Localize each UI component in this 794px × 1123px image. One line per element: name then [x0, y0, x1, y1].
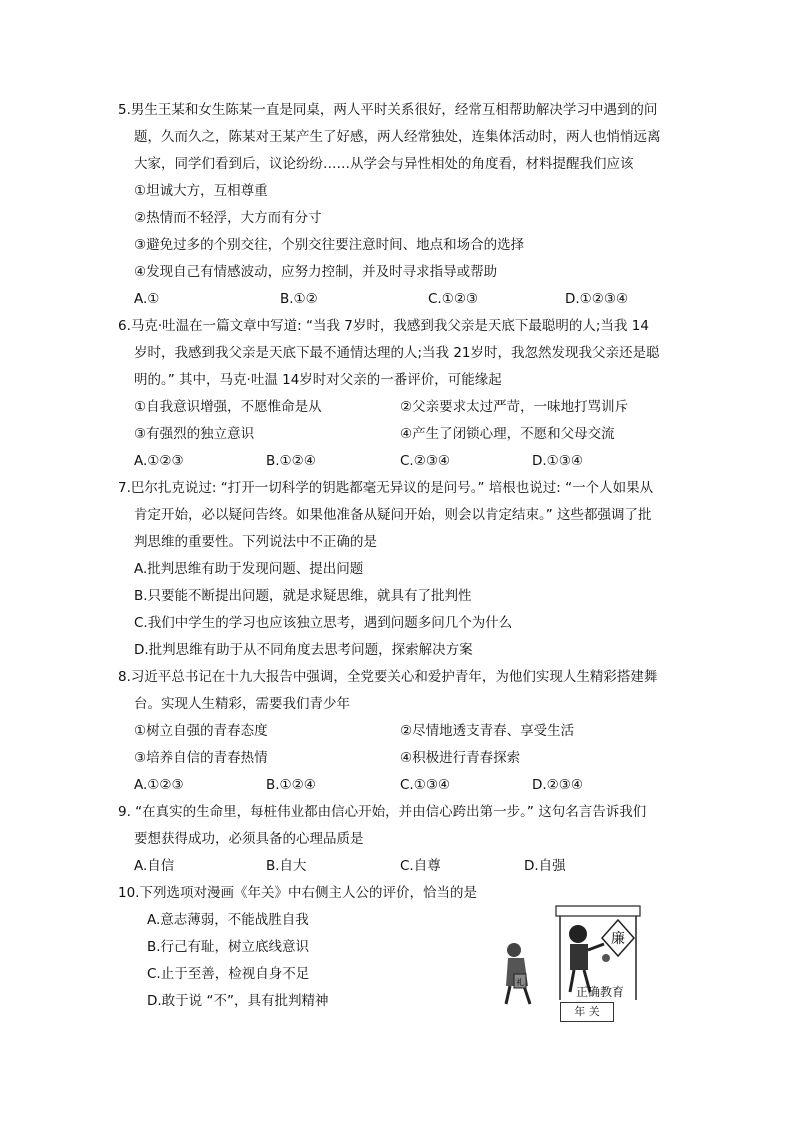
- q8-option-a: A.①②③: [134, 777, 184, 793]
- archway-plaque: [556, 906, 640, 916]
- q10-option-a: A.意志薄弱，不能战胜自我: [147, 912, 309, 928]
- q9-option-a: A.自信: [134, 858, 175, 874]
- q5-option-c: C.①②③: [428, 291, 479, 307]
- q9-stem-line-1: 9. “在真实的生命里，每桩伟业都由信心开始，并由信心跨出第一步。” 这句名言告诉我们: [118, 804, 647, 820]
- q5-stem-line-2: 题，久而久之，陈某对王某产生了好感，两人经常独处，连集体活动时，两人也悄悄远离: [134, 129, 661, 145]
- q5-item-1: ①坦诚大方，互相尊重: [134, 183, 268, 199]
- q5-stem-line-3: 大家，同学们看到后，议论纷纷……从学会与异性相处的角度看，材料提醒我们应该: [134, 156, 634, 172]
- q7-stem-line-3: 判思维的重要性。下列说法中不正确的是: [134, 534, 377, 550]
- q6-option-a: A.①②③: [134, 453, 184, 469]
- right-figure-head: [569, 925, 587, 943]
- q7-stem-line-1: 7.巴尔扎克说过: “打开一切科学的钥匙都毫无异议的是问号。” 培根也说过: “一个人如果从: [118, 480, 654, 496]
- left-figure-head: [507, 943, 521, 957]
- watermark-text: 正确教育: [575, 985, 625, 999]
- q5-item-2: ②热情而不轻浮，大方而有分寸: [134, 210, 322, 226]
- q5-option-a: A.①: [134, 291, 160, 307]
- q6-item-4: ④产生了闭锁心理，不愿和父母交流: [400, 426, 615, 442]
- q7-option-c: C.我们中学生的学习也应该独立思考，遇到问题多问几个为什么: [134, 615, 513, 631]
- q7-option-d: D.批判思维有助于从不同角度去思考问题，探索解决方案: [134, 642, 473, 658]
- q5-option-d: D.①②③④: [565, 291, 629, 307]
- q7-option-a: A.批判思维有助于发现问题、提出问题: [134, 561, 364, 577]
- q6-stem-line-2: 岁时，我感到我父亲是天底下最不通情达理的人;当我 21岁时，我忽然发现我父亲还是聪: [134, 345, 660, 361]
- q6-item-2: ②父亲要求太过严苛，一味地打骂训斥: [400, 399, 629, 415]
- q8-item-4: ④积极进行青春探索: [400, 750, 521, 766]
- q10-stem: 10.下列选项对漫画《年关》中右侧主人公的评价，恰当的是: [118, 885, 477, 901]
- q6-option-b: B.①②④: [266, 453, 316, 469]
- cartoon-caption: 年 关: [560, 1002, 614, 1022]
- q6-item-1: ①自我意识增强，不愿惟命是从: [134, 399, 322, 415]
- q8-option-d: D.②③④: [532, 777, 583, 793]
- q8-option-c: C.①③④: [400, 777, 451, 793]
- q8-item-2: ②尽情地透支青春、享受生活: [400, 723, 575, 739]
- bag-text: 礼: [516, 978, 524, 987]
- q8-stem-line-2: 台。实现人生精彩，需要我们青少年: [134, 696, 350, 712]
- q5-option-b: B.①②: [280, 291, 318, 307]
- q5-item-4: ④发现自己有情感波动，应努力控制，并及时寻求指导或帮助: [134, 264, 498, 280]
- q6-stem-line-3: 明的。” 其中，马克·吐温 14岁时对父亲的一番评价，可能缘起: [134, 372, 502, 388]
- sign-text: 廉: [611, 931, 625, 947]
- right-figure-body: [570, 944, 588, 970]
- q10-option-c: C.止于至善，检视自身不足: [147, 966, 310, 982]
- q8-item-3: ③培养自信的青春热情: [134, 750, 268, 766]
- q5-stem-line-1: 5.男生王某和女生陈某一直是同桌，两人平时关系很好，经常互相帮助解决学习中遇到的问: [118, 102, 658, 118]
- q6-stem-line-1: 6.马克·吐温在一篇文章中写道: “当我 7岁时，我感到我父亲是天底下最聪明的人;当我 14: [118, 318, 649, 334]
- q8-option-b: B.①②④: [266, 777, 316, 793]
- q8-stem-line-1: 8.习近平总书记在十九大报告中强调，全党要关心和爱护青年，为他们实现人生精彩搭建舞: [118, 669, 658, 685]
- q9-option-d: D.自强: [524, 858, 566, 874]
- q9-option-c: C.自尊: [400, 858, 441, 874]
- q6-item-3: ③有强烈的独立意识: [134, 426, 255, 442]
- q9-stem-line-2: 要想获得成功，必须具备的心理品质是: [134, 831, 364, 847]
- q9-option-b: B.自大: [266, 858, 307, 874]
- q5-item-3: ③避免过多的个别交往，个别交往要注意时间、地点和场合的选择: [134, 237, 525, 253]
- q6-option-c: C.②③④: [400, 453, 451, 469]
- q10-option-b: B.行己有耻，树立底线意识: [147, 939, 310, 955]
- q7-stem-line-2: 肯定开始，必以疑问告终。如果他准备从疑问开始，则会以肯定结束。” 这些都强调了批: [134, 507, 652, 523]
- q8-item-1: ①树立自强的青春态度: [134, 723, 268, 739]
- q6-option-d: D.①③④: [532, 453, 583, 469]
- q10-option-d: D.敢于说 “不”，具有批判精神: [147, 993, 329, 1009]
- q7-option-b: B.只要能不断提出问题，就是求疑思维，就具有了批判性: [134, 588, 472, 604]
